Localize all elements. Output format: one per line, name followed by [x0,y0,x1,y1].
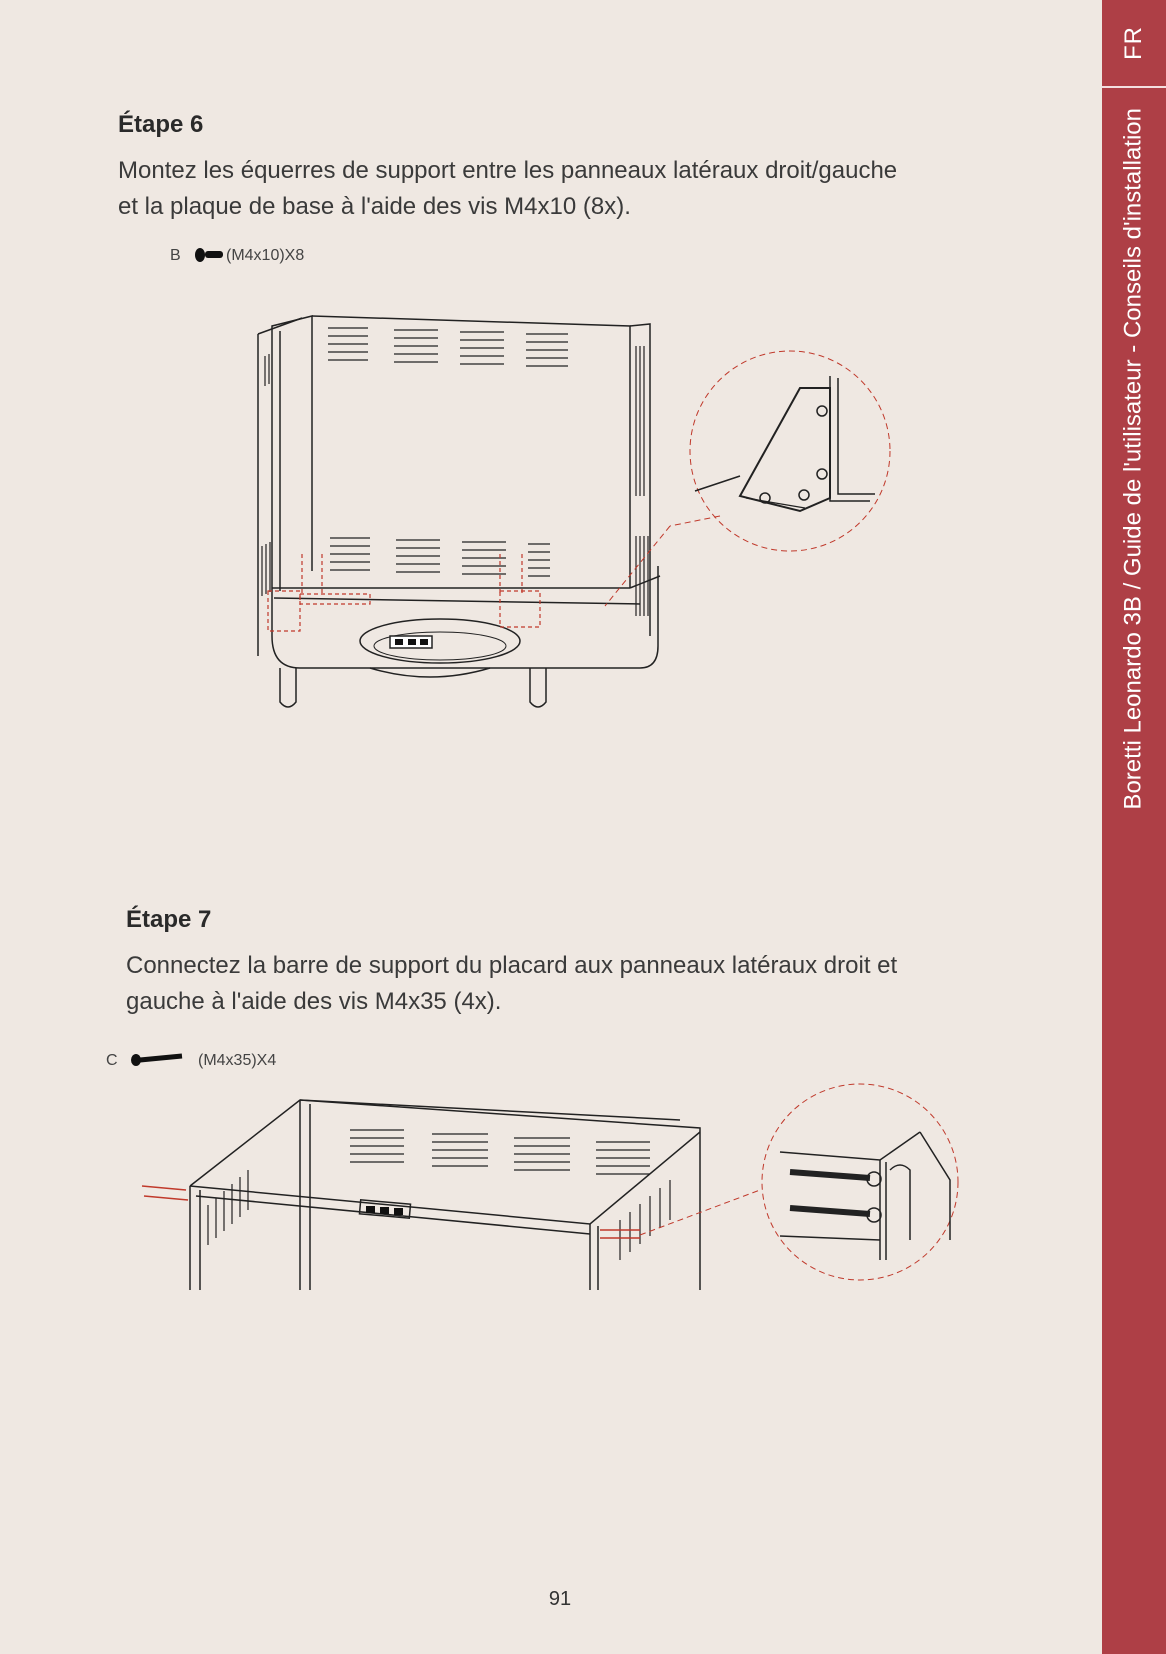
language-tab [1102,0,1166,88]
cabinet-frame-step7 [190,1100,700,1290]
page-number: 91 [548,1588,572,1610]
running-header-text: Boretti Leonardo 3B / Guide de l'utilisateur - Conseils d'installation [1120,108,1147,810]
step-6-text: Montez les équerres de support entre les panneaux latéraux droit/gauche et la plaque de base à l'aide des vis M4x10 (8x). [118,157,898,220]
screw-c-icon [131,1054,182,1066]
part-c-letter: C [106,1052,118,1069]
screw-callouts [142,1186,760,1238]
cabinet-frame-step6 [258,316,660,707]
part-b-letter: B [170,247,181,264]
step-7-illustration [100,1040,1000,1300]
bar-detail-zoom [762,1084,958,1280]
vent-slots [262,328,648,616]
step-6-title: Étape 6 [118,111,204,138]
part-b-label: (M4x10)X8 [226,247,305,264]
part-c-label: (M4x35)X4 [198,1052,277,1069]
step-6-illustration [150,236,1110,756]
step-7-title: Étape 7 [126,906,212,933]
language-label: FR [1120,26,1147,60]
step-7-text: Connectez la barre de support du placard aux panneaux latéraux droit et gauche à l'aide des vis M4x35 (4x). [126,952,898,1015]
screw-b-icon [195,248,223,262]
